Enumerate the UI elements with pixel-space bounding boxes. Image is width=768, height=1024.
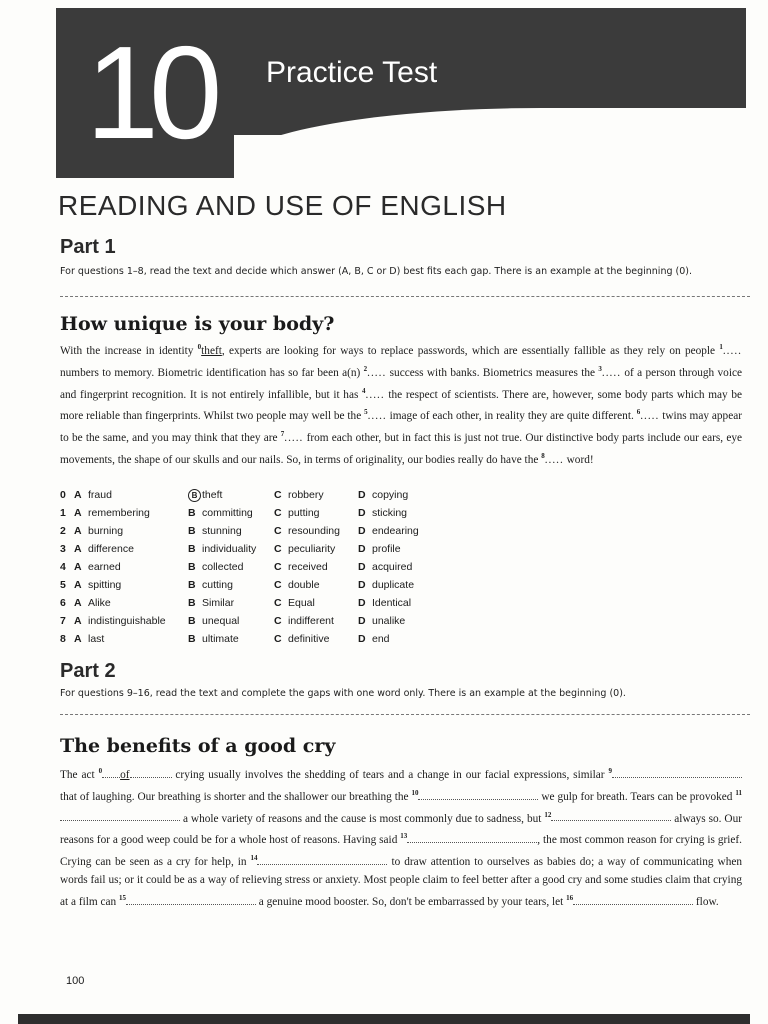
option-row — [60, 504, 419, 522]
option-letter-c: C — [274, 615, 282, 627]
option-a: fraud — [88, 489, 112, 501]
divider — [60, 296, 750, 297]
option-letter-b: B — [188, 561, 196, 573]
option-a: earned — [88, 561, 121, 573]
option-letter-d: D — [358, 489, 366, 501]
part1-heading: Part 1 — [60, 236, 116, 258]
option-letter-c: C — [274, 489, 282, 501]
option-letter-a: A — [74, 489, 82, 501]
question-number: 2 — [60, 525, 66, 537]
option-c: double — [288, 579, 320, 591]
option-letter-a: A — [74, 615, 82, 627]
option-letter-b: B — [188, 525, 196, 537]
answer-options-table — [60, 486, 419, 648]
option-letter-d: D — [358, 561, 366, 573]
option-b: cutting — [202, 579, 233, 591]
option-c: resounding — [288, 525, 340, 537]
option-letter-c: C — [274, 525, 282, 537]
option-c: robbery — [288, 489, 324, 501]
option-b: ultimate — [202, 633, 239, 645]
option-letter-d: D — [358, 543, 366, 555]
option-letter-b: B — [188, 579, 196, 591]
option-letter-c: C — [274, 633, 282, 645]
page-number: 100 — [66, 975, 85, 987]
option-letter-c: C — [274, 543, 282, 555]
option-letter-d: D — [358, 597, 366, 609]
question-number: 1 — [60, 507, 66, 519]
option-a: Alike — [88, 597, 111, 609]
option-d: unalike — [372, 615, 406, 627]
part1-instructions: For questions 1–8, read the text and decide which answer (A, B, C or D) best fits each gap. There is an example at the beginning (0). — [60, 266, 692, 277]
option-row — [60, 576, 419, 594]
part2-title: The benefits of a good cry — [60, 735, 336, 757]
option-a: indistinguishable — [88, 615, 166, 627]
option-letter-a: A — [74, 633, 82, 645]
option-letter-c: C — [274, 561, 282, 573]
option-letter-c: C — [274, 507, 282, 519]
option-b: collected — [202, 561, 244, 573]
option-row — [60, 630, 419, 648]
option-b: committing — [202, 507, 253, 519]
option-d: endearing — [372, 525, 419, 537]
divider — [60, 714, 750, 715]
option-letter-a: A — [74, 507, 82, 519]
example-circled-letter: B — [188, 489, 201, 502]
option-d: acquired — [372, 561, 413, 573]
option-letter-b: B — [188, 597, 196, 609]
option-row — [60, 594, 419, 612]
option-c: peculiarity — [288, 543, 336, 555]
option-c: indifferent — [288, 615, 334, 627]
option-letter-a: A — [74, 543, 82, 555]
chapter-number: 10 — [85, 19, 213, 166]
question-number: 4 — [60, 561, 66, 573]
option-a: last — [88, 633, 105, 645]
option-b: theft — [202, 489, 223, 501]
example-answer: of — [120, 768, 130, 781]
option-letter-c: C — [274, 597, 282, 609]
option-row — [60, 486, 419, 504]
option-letter-b: B — [188, 543, 196, 555]
option-letter-d: D — [358, 633, 366, 645]
part1-text: With the increase in identity $^0$theft, experts are looking for ways to replace passwords, which are essentially fallible as they rely on people $^1$..... numbers to memory. Biometric identification has so far been a(n) $^2$..... success with banks. Biometrics measures the $^3$..... of a person through voice and fingerprint recognition. It is not entirely infallible, but it has $^4$..... the respect of scientists. There are, however, some body parts which may be more reliable than fingerprints. Whilst two people may well be the $^5$..... image of each other, in reality they are quite different. $^6$..... twins may appear to be the same, and you may think that they are $^7$..... from each other, but in fact this is just not true. Our distinctive body parts include our ears, eye movements, the shape of our skulls and our nails. So, in terms of originality, our bodies really do have the $^8$..... word! — [60, 343, 742, 466]
option-d: sticking — [372, 507, 408, 519]
question-number: 6 — [60, 597, 66, 609]
option-letter-a: A — [74, 597, 82, 609]
banner-title: Practice Test — [266, 56, 438, 89]
option-letter-d: D — [358, 507, 366, 519]
option-letter-a: A — [74, 561, 82, 573]
option-letter-d: D — [358, 615, 366, 627]
option-d: end — [372, 633, 390, 645]
option-c: putting — [288, 507, 320, 519]
option-row — [60, 612, 419, 630]
example-answer: theft — [201, 344, 222, 357]
option-row — [60, 522, 419, 540]
option-a: burning — [88, 525, 124, 537]
option-d: Identical — [372, 597, 412, 609]
option-letter-a: A — [74, 579, 82, 591]
option-a: spitting — [88, 579, 122, 591]
question-number: 0 — [60, 489, 66, 501]
part1-title: How unique is your body? — [60, 313, 335, 335]
question-number: 7 — [60, 615, 66, 627]
option-letter-b: B — [188, 633, 196, 645]
part2-heading: Part 2 — [60, 660, 116, 682]
option-letter-d: D — [358, 579, 366, 591]
option-letter-c: C — [274, 579, 282, 591]
option-row — [60, 558, 419, 576]
option-c: received — [288, 561, 328, 573]
option-b: individuality — [202, 543, 257, 555]
option-d: profile — [372, 543, 401, 555]
option-a: difference — [88, 543, 134, 555]
question-number: 3 — [60, 543, 66, 555]
part2-instructions: For questions 9–16, read the text and complete the gaps with one word only. There is an example at the beginning (0). — [60, 688, 626, 699]
option-c: definitive — [288, 633, 330, 645]
option-letter-a: A — [74, 525, 82, 537]
question-number: 5 — [60, 579, 66, 591]
option-d: copying — [372, 489, 409, 501]
part2-text: The act $^0$ of crying usually involves the shedding of tears and a change in our facial expressions, similar $^9$ that of laughing. Our breathing is shorter and the shallower our breathing the $^{10}$ we gulp for breath. Tears can be provoked $^{11}$ a whole variety of reasons and the cause is most commonly due to sadness, but $^{12}$ always so. Our reasons for a good weep could be for a whole host of reasons. Having said $^{13}$ , the most common reason for crying is grief. Crying can be seen as a cry for help, in $^{14}$ to draw attention to ourselves as babies do; a way of communicating when words fail us; or it could be as a way of relieving stress or anxiety. Most people claim to feel better after a good cry and some studies claim that crying at a film can $^{15}$ a genuine mood booster. So, don't be embarrassed by your tears, let $^{16}$ flow. — [60, 767, 743, 908]
section-title: READING AND USE OF ENGLISH — [58, 190, 507, 221]
option-b: unequal — [202, 615, 240, 627]
question-number: 8 — [60, 633, 66, 645]
option-row — [60, 540, 419, 558]
option-letter-b: B — [188, 507, 196, 519]
option-d: duplicate — [372, 579, 415, 591]
option-b: stunning — [202, 525, 242, 537]
bottom-bar — [18, 1014, 750, 1024]
option-a: remembering — [88, 507, 150, 519]
option-b: Similar — [202, 597, 235, 609]
option-letter-d: D — [358, 525, 366, 537]
option-c: Equal — [288, 597, 315, 609]
option-letter-b: B — [188, 615, 196, 627]
